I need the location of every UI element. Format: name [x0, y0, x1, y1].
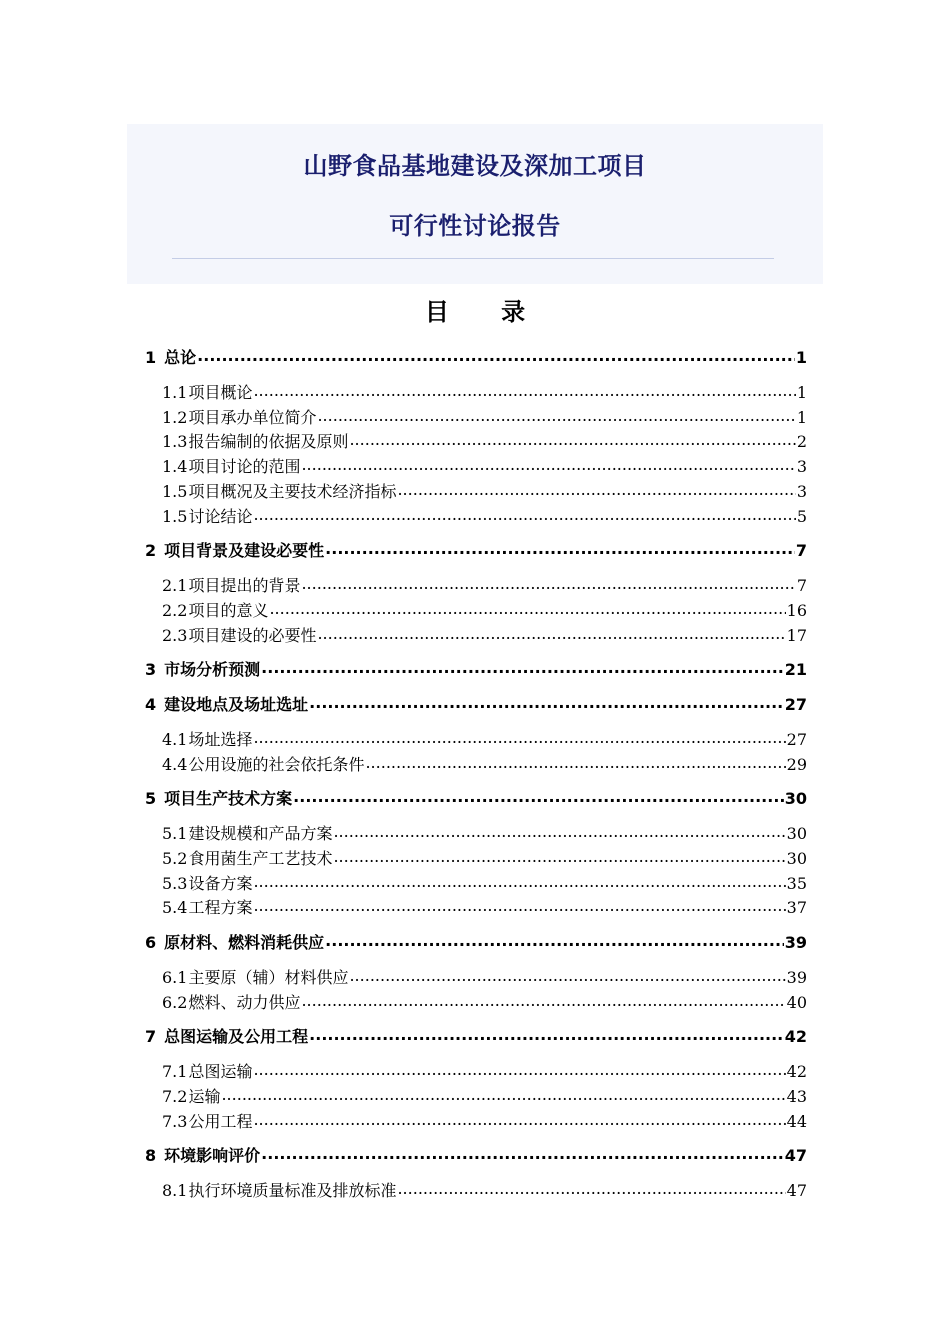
toc-entry-title: 项目生产技术方案 — [164, 789, 293, 809]
toc-dot-leader — [253, 1061, 785, 1077]
toc-entry[interactable] — [162, 990, 807, 1013]
toc-entry[interactable] — [162, 752, 807, 775]
toc-entry[interactable] — [162, 429, 807, 452]
toc-entry-title: 建设规模和产品方案 — [188, 824, 333, 843]
toc-entry[interactable] — [162, 727, 807, 750]
toc-entry[interactable] — [162, 1059, 807, 1082]
toc-entry-title: 项目背景及建设必要性 — [164, 541, 325, 561]
toc-entry-title: 执行环境质量标准及排放标准 — [188, 1181, 397, 1200]
toc-entry-title: 环境影响评价 — [164, 1146, 261, 1166]
toc-entry-page: 30 — [784, 789, 807, 809]
toc-entry-page: 7 — [796, 576, 807, 596]
toc-entry-title: 设备方案 — [188, 873, 253, 893]
toc-entry-number: 7.1 — [162, 1062, 188, 1081]
toc-dot-leader — [309, 694, 784, 710]
toc-dot-leader — [253, 506, 795, 522]
toc-dot-leader — [349, 967, 785, 983]
toc-entry[interactable] — [145, 1024, 807, 1047]
toc-entry-number: 1.4 — [162, 457, 188, 477]
toc-entry[interactable] — [162, 504, 807, 527]
toc-entry-title: 工程方案 — [188, 898, 253, 918]
title-divider — [172, 258, 774, 259]
document-title-block — [127, 124, 823, 284]
toc-entry-number: 4.4 — [162, 754, 188, 774]
toc-entry-page: 5 — [796, 506, 807, 526]
toc-entry-number: 7.2 — [162, 1086, 188, 1106]
toc-dot-leader — [253, 897, 785, 913]
toc-entry-number: 1.2 — [162, 407, 188, 427]
toc-entry-page: 37 — [786, 898, 807, 918]
document-subtitle: 可行性讨论报告 — [389, 212, 561, 240]
toc-entry-number: 8.1 — [162, 1181, 188, 1200]
toc-entry-page: 40 — [786, 992, 807, 1012]
toc-entry[interactable] — [145, 657, 807, 680]
toc-entry-number: 6.2 — [162, 992, 188, 1012]
toc-entry-title: 食用菌生产工艺技术 — [188, 848, 333, 868]
toc-dot-leader — [333, 823, 785, 839]
toc-dot-leader — [333, 848, 785, 864]
toc-dot-leader — [293, 788, 784, 804]
toc-entry[interactable] — [145, 538, 807, 561]
toc-entry-number: 1.1 — [162, 382, 188, 402]
toc-entry[interactable] — [162, 598, 807, 621]
toc-dot-leader — [253, 382, 795, 398]
toc-dot-leader — [397, 481, 795, 497]
toc-entry-title: 项目概论 — [188, 382, 253, 402]
toc-entry-page: 16 — [786, 600, 807, 620]
toc-entry[interactable] — [162, 479, 807, 502]
toc-dot-leader — [261, 1145, 784, 1161]
toc-entry-title: 公用设施的社会依托条件 — [188, 754, 365, 774]
toc-dot-leader — [261, 659, 784, 675]
toc-entry[interactable] — [162, 573, 807, 596]
toc-entry-page: 1 — [795, 348, 807, 367]
toc-entry-number: 5.3 — [162, 873, 188, 893]
toc-entry-number: 5.2 — [162, 848, 188, 868]
toc-entry-title: 燃料、动力供应 — [188, 992, 301, 1012]
toc-entry-number: 1.3 — [162, 432, 188, 452]
toc-entry[interactable] — [162, 895, 807, 918]
toc-entry-number: 2.3 — [162, 625, 188, 645]
toc-entry-title: 项目概况及主要技术经济指标 — [188, 481, 397, 501]
toc-entry[interactable] — [145, 692, 807, 715]
toc-entry-title: 项目的意义 — [188, 600, 269, 620]
toc-entry-title: 总图运输 — [188, 1062, 253, 1081]
toc-entry-title: 项目提出的背景 — [188, 576, 301, 596]
toc-dot-leader — [317, 625, 785, 641]
toc-dot-leader — [301, 456, 795, 472]
toc-entry[interactable] — [162, 821, 807, 844]
toc-entry-page: 3 — [796, 457, 807, 477]
toc-entry[interactable] — [162, 405, 807, 428]
toc-entry-page: 35 — [786, 873, 807, 893]
toc-entry[interactable] — [162, 1178, 807, 1201]
toc-entry-page: 47 — [786, 1181, 807, 1200]
toc-entry-title: 讨论结论 — [188, 506, 253, 526]
toc-dot-leader — [253, 873, 785, 889]
toc-dot-leader — [197, 347, 795, 363]
toc-entry-number: 1.5 — [162, 481, 188, 501]
toc-dot-leader — [301, 575, 795, 591]
toc-entry-page: 47 — [784, 1146, 807, 1166]
toc-entry-title: 报告编制的依据及原则 — [188, 432, 349, 452]
toc-dot-leader — [317, 407, 795, 423]
toc-entry-title: 场址选择 — [188, 729, 253, 749]
toc-entry-page: 39 — [784, 933, 807, 953]
document-title: 山野食品基地建设及深加工项目 — [303, 152, 647, 180]
toc-entry-title: 总图运输及公用工程 — [164, 1027, 309, 1047]
toc-entry-page: 3 — [796, 481, 807, 501]
toc-entry-title: 项目承办单位简介 — [188, 407, 317, 427]
toc-entry-number: 3 — [145, 660, 157, 680]
toc-entry-number: 1.5 — [162, 506, 188, 526]
toc-entry-page: 7 — [795, 541, 807, 561]
toc-entry-page: 43 — [786, 1086, 807, 1106]
toc-entry-title: 原材料、燃料消耗供应 — [164, 933, 325, 953]
toc-entry-title: 主要原（辅）材料供应 — [188, 967, 349, 987]
toc-entry[interactable] — [162, 380, 807, 403]
toc-dot-leader — [309, 1026, 784, 1042]
toc-entry-title: 市场分析预测 — [164, 660, 261, 680]
toc-entry-page: 44 — [786, 1111, 807, 1131]
toc-entry-number: 5.1 — [162, 824, 188, 843]
toc-dot-leader — [269, 600, 785, 616]
toc-entry-page: 27 — [786, 729, 807, 749]
toc-entry-number: 6.1 — [162, 967, 188, 987]
toc-dot-leader — [397, 1180, 785, 1196]
toc-entry-page: 30 — [786, 824, 807, 843]
toc-dot-leader — [253, 1111, 785, 1127]
toc-entry-number: 1 — [145, 348, 157, 367]
toc-entry[interactable] — [145, 1143, 807, 1166]
toc-entry-number: 2.2 — [162, 600, 188, 620]
toc-entry-number: 5 — [145, 789, 157, 809]
toc-entry[interactable] — [162, 454, 807, 477]
toc-entry[interactable] — [162, 1084, 807, 1107]
toc-entry-title: 运输 — [188, 1086, 221, 1106]
toc-entry-number: 2 — [145, 541, 157, 561]
toc-entry-title: 公用工程 — [188, 1111, 253, 1131]
toc-dot-leader — [253, 729, 785, 745]
toc-entry-title: 项目讨论的范围 — [188, 457, 301, 477]
toc-entry-page: 2 — [796, 432, 807, 452]
toc-entry-title: 项目建设的必要性 — [188, 625, 317, 645]
toc-dot-leader — [301, 992, 785, 1008]
toc-dot-leader — [221, 1086, 785, 1102]
toc-entry-number: 4 — [145, 695, 157, 715]
toc-entry-number: 7.3 — [162, 1111, 188, 1131]
toc-entry[interactable] — [162, 871, 807, 894]
toc-entry-page: 42 — [786, 1062, 807, 1081]
toc-entry[interactable] — [162, 965, 807, 988]
toc-entry-page: 30 — [786, 848, 807, 868]
toc-entry-page: 21 — [784, 660, 807, 680]
toc-entry[interactable] — [162, 623, 807, 646]
toc-entry-title: 建设地点及场址选址 — [164, 695, 309, 715]
toc-entry-title: 总论 — [164, 348, 197, 367]
toc-entry-page: 39 — [786, 967, 807, 987]
toc-entry-page: 1 — [796, 382, 807, 402]
toc-entry-page: 1 — [796, 407, 807, 427]
toc-entry[interactable] — [145, 930, 807, 953]
toc-entry-page: 29 — [786, 754, 807, 774]
toc-entry-number: 8 — [145, 1146, 157, 1166]
toc-entry-page: 42 — [784, 1027, 807, 1047]
toc-entry-number: 7 — [145, 1027, 157, 1047]
toc-entry[interactable] — [162, 846, 807, 869]
toc-dot-leader — [325, 540, 795, 556]
toc-entry-number: 5.4 — [162, 898, 188, 918]
toc-entry[interactable] — [145, 345, 807, 368]
toc-entry-number: 6 — [145, 933, 157, 953]
toc-heading: 目 录 — [424, 298, 548, 326]
toc-entry[interactable] — [145, 786, 807, 809]
toc-entry-number: 4.1 — [162, 729, 188, 749]
toc-dot-leader — [365, 754, 785, 770]
toc-entry-page: 17 — [786, 625, 807, 645]
toc-dot-leader — [325, 932, 784, 948]
toc-entry[interactable] — [162, 1109, 807, 1132]
toc-entry-page: 27 — [784, 695, 807, 715]
toc-entry-number: 2.1 — [162, 576, 188, 596]
toc-dot-leader — [349, 431, 795, 447]
